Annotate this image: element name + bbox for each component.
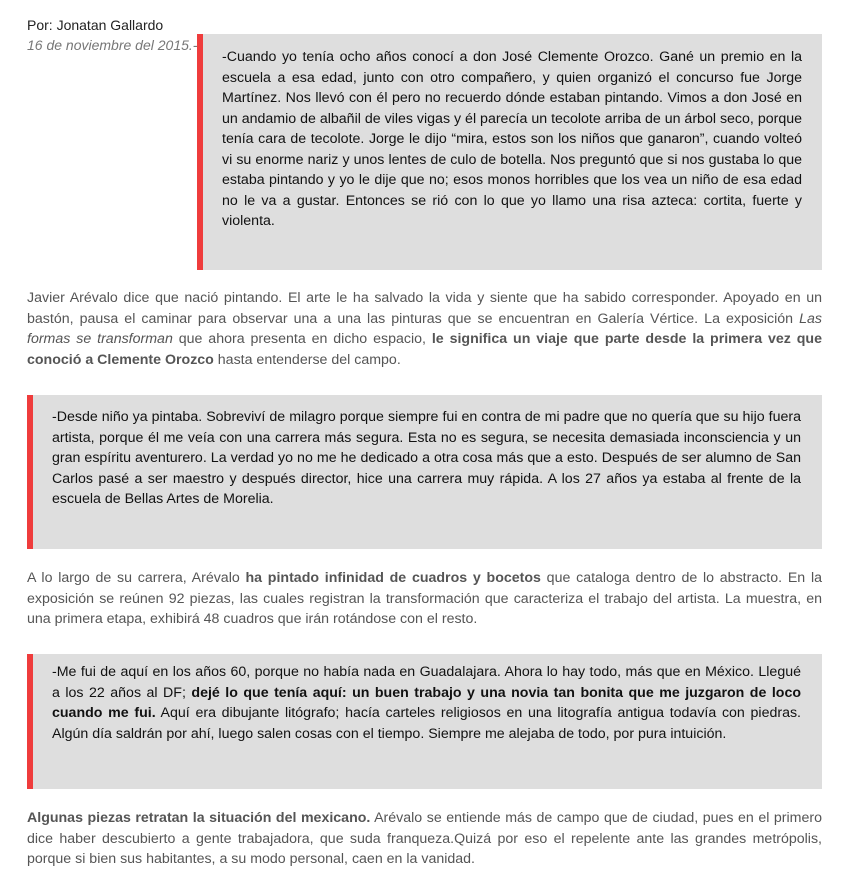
quote-text: -Me fui de aquí en los años 60, porque no había nada en Guadalajara. Ahora lo hay todo, más que en México. Llegué a los 22 años al DF; bbox=[52, 664, 801, 701]
paragraph-highlight: ha pintado infinidad de cuadros y bocetos bbox=[245, 570, 541, 586]
paragraph-highlight: le significa un viaje que parte desde la primera vez que conoció a Clemente Orozco bbox=[27, 331, 822, 368]
quote-highlight: dejé lo que tenía aquí: un buen trabajo y una novia tan bonita que me juzgaron de loco cuando me fui. bbox=[52, 684, 802, 721]
byline: Por: Jonatan Gallardo bbox=[27, 17, 164, 33]
exhibition-title: Las formas se transforman bbox=[27, 310, 822, 347]
paragraph-text: A lo largo de su carrera, Arévalo bbox=[27, 570, 246, 586]
paragraph-mexican bbox=[27, 808, 822, 870]
paragraph-text: hasta entenderse del campo. bbox=[213, 351, 401, 368]
quote-text: Aquí era dibujante litógrafo; hacía carteles religiosos en una litografía antigua todavía con piedras. Algún día saldrán por ahí, luego salen cosas con el tiempo. Siempre me alejaba de todo, por pura intuición. bbox=[52, 705, 802, 742]
paragraph-text: Arévalo se entiende más de campo que de ciudad, pues en el primero dice haber descubierto a gente trabajadora, que suda franqueza.Quizá por eso el repelente ante las grandes metrópolis, porque si bien sus habitantes, a su modo personal, caen en la vanidad. bbox=[27, 810, 822, 867]
paragraph-intro bbox=[27, 288, 822, 370]
paragraph-text: que cataloga dentro de lo abstracto. En la exposición se reúnen 92 piezas, las cuales registran la transformación que caracteriza el trabajo del artista. La muestra, en una primera etapa, exhibirá 48 cuadros que irán rotándose con el resto. bbox=[27, 570, 822, 627]
paragraph-text: que ahora presenta en dicho espacio, bbox=[172, 331, 432, 347]
quote-text: -Desde niño ya pintaba. Sobreviví de milagro porque siempre fui en contra de mi padre que no quería que su hijo fuera artista, porque él me veía con una carrera más segura. Esta no es segura, se necesita demasiada inconsciencia y un gran espíritu aventurero. La verdad yo no me he dedicado a otra cosa más que a esto. Después de ser alumno de San Carlos pasé a ser maestro y después director, hice una carrera muy rápida. A los 27 años ya estaba al frente de la escuela de Bellas Artes de Morelia. bbox=[52, 409, 801, 507]
blockquote-guadalajara bbox=[27, 654, 822, 789]
quote-text: -Cuando yo tenía ocho años conocí a don José Clemente Orozco. Gané un premio en la escuela a esa edad, junto con otro compañero, y quien organizó el concurso fue Jorge Martínez. Nos llevó con él pero no recuerdo dónde estaban pintando. Vimos a don José en un andamio de albañil de viles vigas y él parecía un tecolote arriba de un árbol seco, porque tenía cara de tecolote. Jorge le dijo “mira, estos son los niños que ganaron”, cuando volteó vi su enorme nariz y unos lentes de culo de botella. Nos preguntó que si nos gustaba lo que estaba pintando y yo le dije que no; esos monos horribles que los vea un niño de esa edad no le va a gustar. Entonces se rió con lo que yo llamo una risa azteca: cortita, fuerte y violenta. bbox=[222, 49, 802, 229]
paragraph-text: Javier Arévalo dice que nació pintando. El arte le ha salvado la vida y siente que ha sabido corresponder. Apoyado en un bastón, pausa el caminar para observar una a una las pinturas que se encuentran en Galería Vértice. La exposición bbox=[27, 290, 822, 327]
blockquote-childhood bbox=[27, 395, 822, 549]
paragraph-career bbox=[27, 568, 822, 630]
blockquote-orozco bbox=[197, 34, 822, 270]
paragraph-highlight: Algunas piezas retratan la situación del mexicano. bbox=[27, 810, 371, 826]
publish-date: 16 de noviembre del 2015.- bbox=[27, 37, 198, 53]
